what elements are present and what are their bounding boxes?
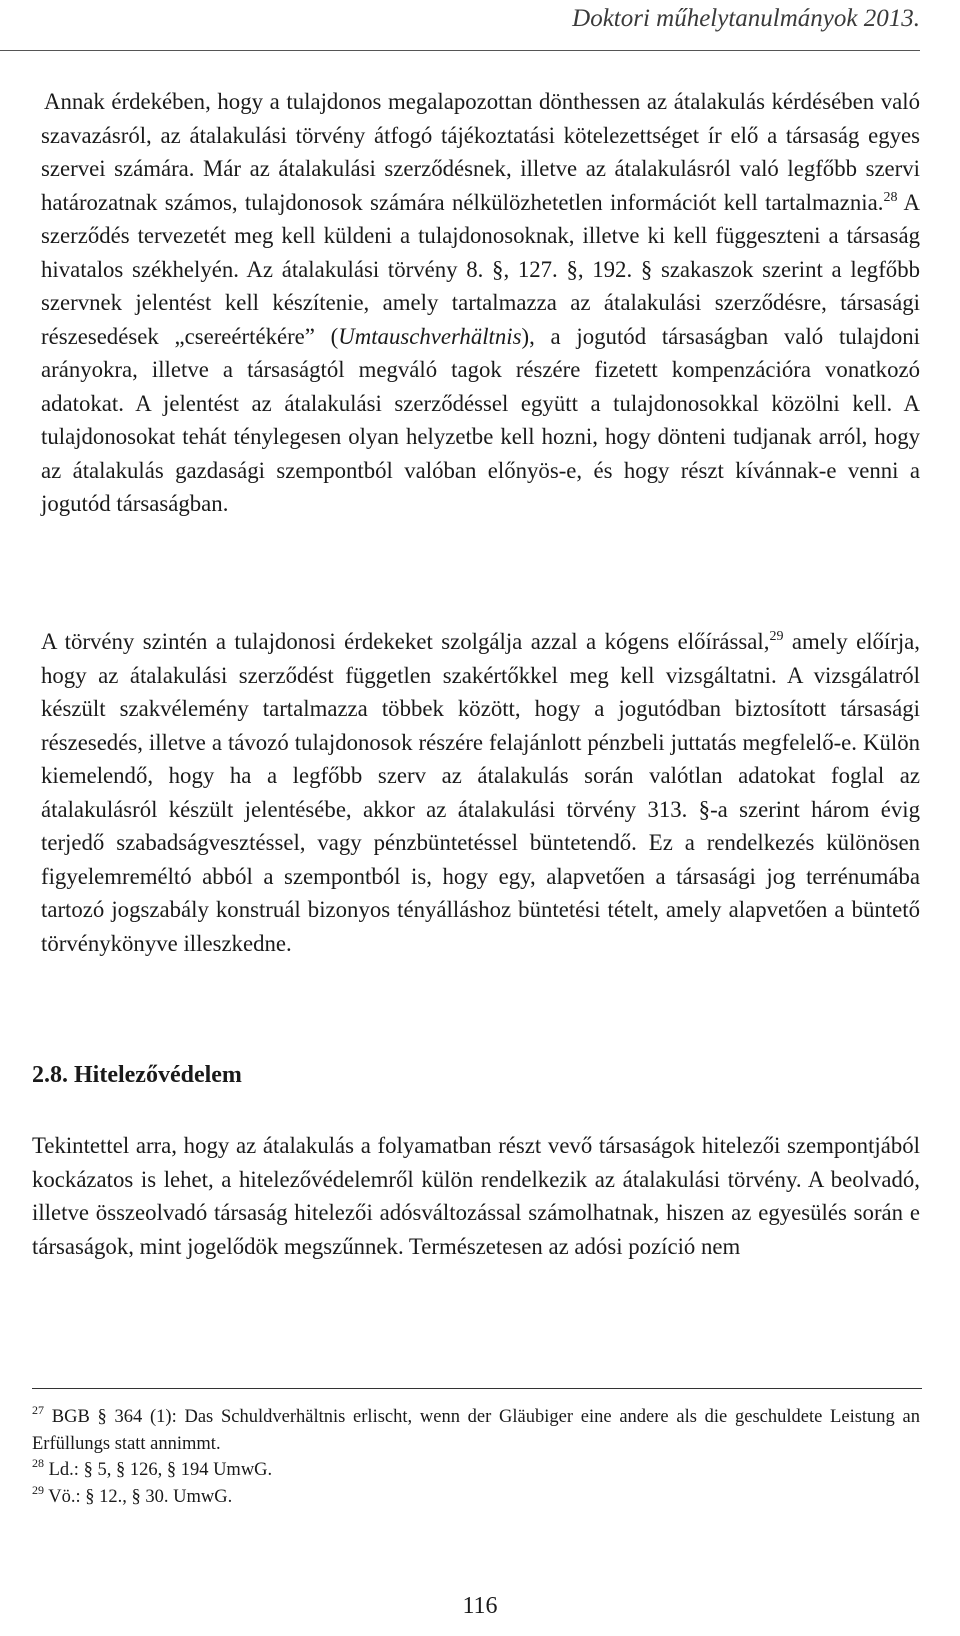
paragraph-1-text-b: A szerződés tervezetét meg kell küldeni a tulajdonosoknak, illetve ki kell függeszteni a társaság hivatalos székhelyén. Az átalakulási törvény 8. §, 127. §, 192. § szakaszok szerint a legfőbb szervnek jelentést kell készítenie, amely tartalmazza az átalakulási szerződésre, társasági részesedések „csereértékére” ( (41, 189, 920, 349)
footnote-ref-28[interactable]: 28 (883, 189, 898, 205)
footnote-number: 28 (32, 1456, 44, 1470)
footnote-separator (32, 1388, 922, 1389)
footnote-text: BGB § 364 (1): Das Schuldverhältnis erlischt, wenn der Gläubiger eine andere als die geschuldete Leistung an Erfüllungs statt annimmt. (32, 1407, 920, 1454)
footnote-27 (32, 1404, 920, 1457)
paragraph-2-text-a: A törvény szintén a tulajdonosi érdekeket szolgálja azzal a kógens előírással, (41, 629, 770, 654)
paragraph-3 (32, 1129, 920, 1263)
page-number: 116 (462, 1593, 498, 1619)
footnotes (32, 1404, 920, 1510)
running-header (0, 2, 920, 51)
paragraph-3-text: Tekintettel arra, hogy az átalakulás a folyamatban részt vevő társaságok hitelezői szempontjából kockázatos is lehet, a hitelezővédelemről külön rendelkezik az átalakulási törvény. A beolvadó, illetve összeolvadó társaság hitelezői adósváltozással számolhatnak, hiszen az egyesülés során e társaságok, mint jogelődök megszűnnek. Természetesen az adósi pozíció nem (32, 1133, 920, 1259)
paragraph-2-text-b: amely előírja, hogy az átalakulási szerződést független szakértőkkel meg kell vizsgáltatni. A vizsgálatról készült szakvélemény tartalmazza többek között, hogy a jogutódban biztosított társasági részesedés, illetve a távozó tulajdonosok részére felajánlott pénzbeli juttatás megfelelő-e. Külön kiemelendő, hogy ha a legfőbb szerv az átalakulás során valótlan adatokat foglal az átalakulásról készült jelentésébe, akkor az átalakulási törvény 313. §-a szerint három évig terjedő szabadságvesztéssel, vagy pénzbüntetéssel büntetendő. Ez a rendelkezés különösen figyelemreméltó abból a szempontból is, hogy egy, alapvetően a társasági jog terrénumába tartozó jogszabály konstruál bizonyos tényálláshoz büntetési tételt, amely alapvetően a büntető törvénykönyve illeszkedne. (41, 629, 920, 956)
paragraph-1 (32, 85, 920, 521)
footnote-28 (32, 1457, 920, 1484)
footnote-text: Vö.: § 12., § 30. UmwG. (44, 1486, 233, 1507)
footnote-text: Ld.: § 5, § 126, § 194 UmwG. (44, 1460, 273, 1480)
header-title: Doktori műhelytanulmányok 2013. (572, 5, 920, 32)
section-heading: 2.8. Hitelezővédelem (32, 1062, 242, 1088)
paragraph-1-text-a: Annak érdekében, hogy a tulajdonos megalapozottan dönthessen az átalakulás kérdésében való szavazásról, az átalakulási törvény átfogó tájékoztatási kötelezettséget ír elő a társaság egyes szervei számára. Már az átalakulási szerződésnek, illetve az átalakulásról való legfőbb szervi határozatnak számos, tulajdonosok számára nélkülözhetetlen információt kell tartalmaznia. (41, 89, 920, 215)
paragraph-1-text-c: ), a jogutód társaságban való tulajdoni arányokra, illetve a társaságtól megváló tagok részére fizetett kompenzációra vonatkozó adatokat. A jelentést az átalakulási szerződéssel együtt a tulajdonosokkal közölni kell. A tulajdonosokat tehát ténylegesen olyan helyzetbe kell hozni, hogy dönteni tudjanak arról, hogy az átalakulás gazdasági szempontból valóban előnyös-e, és hogy részt kívánnak-e venni a jogutód társaságban. (41, 323, 920, 516)
paragraph-1-italic-term: Umtauschverhältnis (338, 323, 522, 349)
footnote-number: 27 (32, 1403, 44, 1417)
paragraph-2 (32, 625, 920, 960)
footnote-number: 29 (32, 1482, 44, 1497)
footnote-29 (32, 1484, 920, 1511)
footnote-ref-29[interactable]: 29 (769, 629, 784, 644)
